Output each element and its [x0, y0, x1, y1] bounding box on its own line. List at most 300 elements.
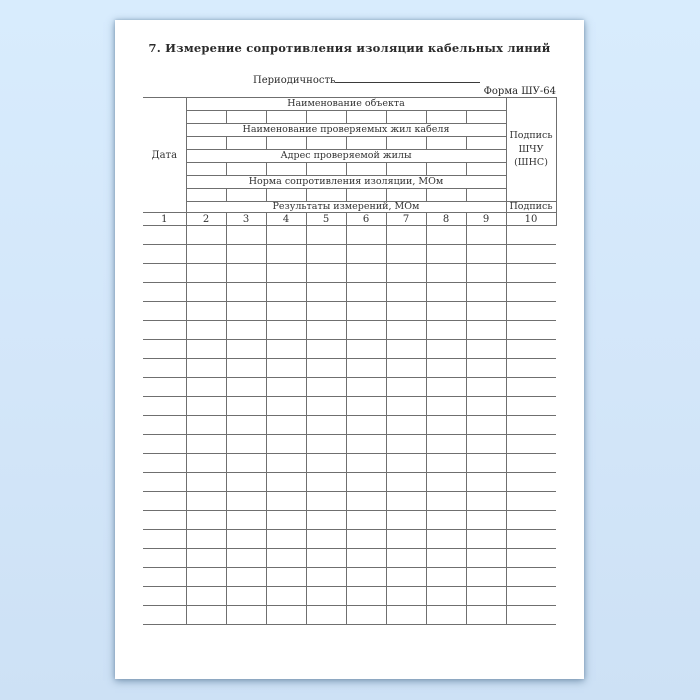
data-cell[interactable]: [226, 416, 266, 435]
data-cell[interactable]: [306, 511, 346, 530]
data-cell[interactable]: [186, 245, 226, 264]
data-cell[interactable]: [346, 416, 386, 435]
data-cell[interactable]: [506, 416, 556, 435]
data-cell[interactable]: [346, 606, 386, 625]
data-row: [143, 511, 556, 530]
data-cell[interactable]: [143, 511, 186, 530]
fill-cell[interactable]: [186, 111, 226, 124]
data-cell[interactable]: [306, 302, 346, 321]
data-cell[interactable]: [426, 587, 466, 606]
data-cell[interactable]: [186, 435, 226, 454]
data-row: [143, 378, 556, 397]
data-cell[interactable]: [386, 587, 426, 606]
data-cell[interactable]: [266, 302, 306, 321]
form-code-label: Форма ШУ-64: [483, 86, 556, 97]
data-row: [143, 245, 556, 264]
data-cell[interactable]: [266, 454, 306, 473]
fill-cell[interactable]: [346, 189, 386, 202]
data-cell[interactable]: [266, 245, 306, 264]
data-cell[interactable]: [466, 340, 506, 359]
header-row-norm-label: [143, 176, 556, 189]
data-cell[interactable]: [226, 549, 266, 568]
data-cell[interactable]: [346, 226, 386, 245]
data-cell[interactable]: [386, 302, 426, 321]
data-cell[interactable]: [226, 264, 266, 283]
data-cell[interactable]: [143, 340, 186, 359]
fill-cell[interactable]: [426, 163, 466, 176]
fill-cell[interactable]: [226, 137, 266, 150]
data-cell[interactable]: [386, 549, 426, 568]
fill-cell[interactable]: [266, 137, 306, 150]
column-number-2: 2: [186, 213, 226, 226]
data-cell[interactable]: [346, 302, 386, 321]
results-header-row: [143, 202, 556, 213]
data-row: [143, 397, 556, 416]
data-cell[interactable]: [346, 283, 386, 302]
data-cell[interactable]: [143, 245, 186, 264]
data-cell[interactable]: [386, 435, 426, 454]
data-cell[interactable]: [506, 340, 556, 359]
data-row: [143, 568, 556, 587]
fill-cell[interactable]: [306, 137, 346, 150]
data-cell[interactable]: [226, 530, 266, 549]
data-cell[interactable]: [186, 587, 226, 606]
fill-cell[interactable]: [386, 189, 426, 202]
data-cell[interactable]: [266, 416, 306, 435]
data-cell[interactable]: [466, 492, 506, 511]
data-cell[interactable]: [426, 568, 466, 587]
fill-cell[interactable]: [346, 111, 386, 124]
data-cell[interactable]: [266, 397, 306, 416]
data-cell[interactable]: [346, 359, 386, 378]
fill-cell[interactable]: [306, 189, 346, 202]
fill-row-core-address: [143, 163, 556, 176]
page-title: 7. Измерение сопротивления изоляции кабельных линий: [148, 41, 551, 55]
data-cell[interactable]: [386, 416, 426, 435]
data-cell[interactable]: [506, 397, 556, 416]
data-cell[interactable]: [266, 226, 306, 245]
data-cell[interactable]: [346, 492, 386, 511]
data-cell[interactable]: [386, 283, 426, 302]
data-cell[interactable]: [186, 340, 226, 359]
data-cell[interactable]: [506, 435, 556, 454]
data-cell[interactable]: [506, 321, 556, 340]
data-cell[interactable]: [306, 245, 346, 264]
data-cell[interactable]: [306, 416, 346, 435]
fill-cell[interactable]: [386, 111, 426, 124]
fill-cell[interactable]: [266, 189, 306, 202]
fill-cell[interactable]: [466, 189, 506, 202]
fill-cell[interactable]: [346, 163, 386, 176]
data-cell[interactable]: [426, 454, 466, 473]
data-cell[interactable]: [143, 359, 186, 378]
data-cell[interactable]: [506, 511, 556, 530]
data-cell[interactable]: [426, 264, 466, 283]
data-cell[interactable]: [506, 283, 556, 302]
data-cell[interactable]: [346, 378, 386, 397]
data-cell[interactable]: [386, 492, 426, 511]
data-row: [143, 416, 556, 435]
data-cell[interactable]: [466, 454, 506, 473]
data-cell[interactable]: [426, 359, 466, 378]
data-cell[interactable]: [143, 454, 186, 473]
column-number-3: 3: [226, 213, 266, 226]
data-cell[interactable]: [266, 321, 306, 340]
data-cell[interactable]: [306, 340, 346, 359]
data-cell[interactable]: [346, 397, 386, 416]
fill-cell[interactable]: [266, 163, 306, 176]
data-cell[interactable]: [143, 416, 186, 435]
data-cell[interactable]: [306, 530, 346, 549]
fill-cell[interactable]: [466, 137, 506, 150]
data-cell[interactable]: [426, 226, 466, 245]
fill-cell[interactable]: [186, 163, 226, 176]
data-cell[interactable]: [306, 587, 346, 606]
column-number-4: 4: [266, 213, 306, 226]
data-cell[interactable]: [226, 511, 266, 530]
data-cell[interactable]: [186, 549, 226, 568]
data-cell[interactable]: [186, 454, 226, 473]
data-cell[interactable]: [426, 492, 466, 511]
data-row: [143, 473, 556, 492]
data-cell[interactable]: [266, 511, 306, 530]
fill-cell[interactable]: [466, 111, 506, 124]
fill-cell[interactable]: [226, 111, 266, 124]
results-sign-label: Подпись: [506, 202, 556, 213]
section-label-insulation-norm: Норма сопротивления изоляции, МОм: [186, 176, 506, 189]
data-cell[interactable]: [506, 549, 556, 568]
data-cell[interactable]: [426, 530, 466, 549]
data-cell[interactable]: [186, 321, 226, 340]
data-cell[interactable]: [186, 283, 226, 302]
data-cell[interactable]: [226, 226, 266, 245]
data-cell[interactable]: [226, 492, 266, 511]
data-cell[interactable]: [426, 473, 466, 492]
data-cell[interactable]: [506, 587, 556, 606]
data-cell[interactable]: [266, 530, 306, 549]
data-cell[interactable]: [266, 359, 306, 378]
data-cell[interactable]: [143, 378, 186, 397]
data-cell[interactable]: [306, 606, 346, 625]
data-cell[interactable]: [466, 283, 506, 302]
fill-cell[interactable]: [306, 111, 346, 124]
sign-line-1: Подпись: [509, 129, 553, 141]
data-cell[interactable]: [426, 416, 466, 435]
data-cell[interactable]: [386, 340, 426, 359]
data-row: [143, 226, 556, 245]
data-cell[interactable]: [143, 397, 186, 416]
data-cell[interactable]: [186, 264, 226, 283]
data-cell[interactable]: [426, 511, 466, 530]
data-row: [143, 454, 556, 473]
data-cell[interactable]: [466, 245, 506, 264]
fill-cell[interactable]: [226, 163, 266, 176]
fill-row-cable-cores: [143, 137, 556, 150]
data-cell[interactable]: [466, 511, 506, 530]
data-row: [143, 549, 556, 568]
data-cell[interactable]: [466, 416, 506, 435]
data-cell[interactable]: [226, 302, 266, 321]
data-cell[interactable]: [186, 511, 226, 530]
data-cell[interactable]: [226, 397, 266, 416]
header-row-object-label: [143, 98, 556, 111]
data-cell[interactable]: [466, 302, 506, 321]
fill-cell[interactable]: [186, 189, 226, 202]
data-cell[interactable]: [266, 264, 306, 283]
data-cell[interactable]: [466, 549, 506, 568]
data-cell[interactable]: [466, 378, 506, 397]
data-cell[interactable]: [226, 378, 266, 397]
data-cell[interactable]: [386, 568, 426, 587]
data-cell[interactable]: [386, 378, 426, 397]
sign-shchu-column-header: [506, 98, 556, 202]
data-cell[interactable]: [506, 226, 556, 245]
data-cell[interactable]: [306, 264, 346, 283]
data-cell[interactable]: [466, 397, 506, 416]
data-cell[interactable]: [186, 226, 226, 245]
periodicity-blank-line[interactable]: [335, 71, 480, 83]
data-cell[interactable]: [186, 473, 226, 492]
data-cell[interactable]: [426, 549, 466, 568]
data-row: [143, 340, 556, 359]
data-cell[interactable]: [306, 397, 346, 416]
column-number-8: 8: [426, 213, 466, 226]
column-number-6: 6: [346, 213, 386, 226]
data-cell[interactable]: [386, 359, 426, 378]
data-cell[interactable]: [143, 568, 186, 587]
data-cell[interactable]: [426, 283, 466, 302]
data-cell[interactable]: [506, 606, 556, 625]
section-label-object-name: Наименование объекта: [186, 98, 506, 111]
data-cell[interactable]: [466, 359, 506, 378]
data-cell[interactable]: [466, 321, 506, 340]
data-cell[interactable]: [466, 473, 506, 492]
data-cell[interactable]: [506, 245, 556, 264]
column-number-9: 9: [466, 213, 506, 226]
data-cell[interactable]: [143, 530, 186, 549]
data-row: [143, 359, 556, 378]
data-cell[interactable]: [226, 606, 266, 625]
data-cell[interactable]: [466, 226, 506, 245]
sign-line-2: ШЧУ: [518, 143, 544, 155]
data-cell[interactable]: [143, 283, 186, 302]
data-cell[interactable]: [306, 568, 346, 587]
data-cell[interactable]: [306, 359, 346, 378]
data-cell[interactable]: [466, 264, 506, 283]
data-cell[interactable]: [506, 530, 556, 549]
data-cell[interactable]: [186, 302, 226, 321]
data-row: [143, 283, 556, 302]
data-cell[interactable]: [226, 473, 266, 492]
data-row: [143, 321, 556, 340]
data-cell[interactable]: [346, 264, 386, 283]
data-cell[interactable]: [426, 397, 466, 416]
data-cell[interactable]: [506, 568, 556, 587]
header-row-address-label: [143, 150, 556, 163]
data-row: [143, 530, 556, 549]
data-cell[interactable]: [386, 473, 426, 492]
data-cell[interactable]: [226, 454, 266, 473]
fill-cell[interactable]: [186, 137, 226, 150]
data-cell[interactable]: [186, 568, 226, 587]
data-cell[interactable]: [506, 264, 556, 283]
data-cell[interactable]: [306, 378, 346, 397]
data-cell[interactable]: [266, 435, 306, 454]
data-cell[interactable]: [186, 530, 226, 549]
section-label-cable-cores: Наименование проверяемых жил кабеля: [186, 124, 506, 137]
data-cell[interactable]: [506, 378, 556, 397]
date-column-header: Дата: [143, 98, 186, 213]
data-cell[interactable]: [306, 473, 346, 492]
data-row: [143, 264, 556, 283]
fill-row-insulation-norm: [143, 189, 556, 202]
data-cell[interactable]: [266, 549, 306, 568]
data-cell[interactable]: [306, 435, 346, 454]
data-cell[interactable]: [266, 568, 306, 587]
data-cell[interactable]: [346, 549, 386, 568]
results-label: Результаты измерений, МОм: [186, 202, 506, 213]
data-cell[interactable]: [426, 378, 466, 397]
column-number-1: 1: [143, 213, 186, 226]
data-cell[interactable]: [386, 511, 426, 530]
data-cell[interactable]: [386, 530, 426, 549]
data-cell[interactable]: [306, 492, 346, 511]
data-row: [143, 587, 556, 606]
data-cell[interactable]: [466, 530, 506, 549]
data-cell[interactable]: [506, 473, 556, 492]
fill-cell[interactable]: [426, 111, 466, 124]
data-cell[interactable]: [466, 587, 506, 606]
document-page: [115, 20, 584, 679]
data-cell[interactable]: [266, 587, 306, 606]
data-cell[interactable]: [386, 245, 426, 264]
data-cell[interactable]: [266, 378, 306, 397]
data-cell[interactable]: [143, 492, 186, 511]
data-cell[interactable]: [346, 530, 386, 549]
data-cell[interactable]: [346, 587, 386, 606]
periodicity-label: Периодичность: [253, 75, 336, 86]
data-cell[interactable]: [386, 226, 426, 245]
data-cell[interactable]: [266, 606, 306, 625]
data-cell[interactable]: [426, 302, 466, 321]
fill-row-object-name: [143, 111, 556, 124]
data-cell[interactable]: [306, 226, 346, 245]
data-cell[interactable]: [426, 321, 466, 340]
fill-cell[interactable]: [226, 189, 266, 202]
table-body: [143, 98, 556, 625]
fill-cell[interactable]: [346, 137, 386, 150]
data-cell[interactable]: [226, 359, 266, 378]
column-numbers-row: [143, 213, 556, 226]
section-label-core-address: Адрес проверяемой жилы: [186, 150, 506, 163]
data-cell[interactable]: [226, 340, 266, 359]
data-cell[interactable]: [506, 454, 556, 473]
data-cell[interactable]: [346, 435, 386, 454]
data-cell[interactable]: [186, 397, 226, 416]
data-cell[interactable]: [143, 435, 186, 454]
data-cell[interactable]: [306, 283, 346, 302]
data-cell[interactable]: [143, 473, 186, 492]
data-cell[interactable]: [266, 283, 306, 302]
data-cell[interactable]: [346, 511, 386, 530]
header-row-cores-label: [143, 124, 556, 137]
data-cell[interactable]: [186, 606, 226, 625]
data-cell[interactable]: [346, 473, 386, 492]
data-cell[interactable]: [426, 340, 466, 359]
data-cell[interactable]: [386, 397, 426, 416]
data-row: [143, 435, 556, 454]
data-cell[interactable]: [266, 340, 306, 359]
data-cell[interactable]: [346, 245, 386, 264]
data-cell[interactable]: [386, 321, 426, 340]
data-cell[interactable]: [186, 416, 226, 435]
fill-cell[interactable]: [426, 137, 466, 150]
data-cell[interactable]: [226, 435, 266, 454]
data-row: [143, 606, 556, 625]
data-cell[interactable]: [226, 283, 266, 302]
data-cell[interactable]: [143, 606, 186, 625]
fill-cell[interactable]: [386, 163, 426, 176]
data-row: [143, 302, 556, 321]
data-cell[interactable]: [226, 245, 266, 264]
data-cell[interactable]: [426, 606, 466, 625]
data-cell[interactable]: [466, 568, 506, 587]
data-cell[interactable]: [346, 340, 386, 359]
data-cell[interactable]: [506, 492, 556, 511]
data-cell[interactable]: [506, 302, 556, 321]
data-cell[interactable]: [306, 454, 346, 473]
data-cell[interactable]: [143, 302, 186, 321]
data-cell[interactable]: [186, 378, 226, 397]
column-number-5: 5: [306, 213, 346, 226]
data-cell[interactable]: [466, 435, 506, 454]
data-cell[interactable]: [386, 606, 426, 625]
data-cell[interactable]: [386, 264, 426, 283]
fill-cell[interactable]: [466, 163, 506, 176]
fill-cell[interactable]: [306, 163, 346, 176]
data-cell[interactable]: [226, 587, 266, 606]
data-cell[interactable]: [266, 492, 306, 511]
data-cell[interactable]: [143, 321, 186, 340]
fill-cell[interactable]: [386, 137, 426, 150]
data-cell[interactable]: [226, 568, 266, 587]
data-cell[interactable]: [143, 226, 186, 245]
periodicity-field: [253, 71, 480, 86]
data-cell[interactable]: [506, 359, 556, 378]
data-cell[interactable]: [266, 473, 306, 492]
data-cell[interactable]: [346, 454, 386, 473]
data-cell[interactable]: [143, 549, 186, 568]
data-cell[interactable]: [386, 454, 426, 473]
data-cell[interactable]: [346, 568, 386, 587]
data-row: [143, 492, 556, 511]
data-cell[interactable]: [306, 321, 346, 340]
data-cell[interactable]: [426, 245, 466, 264]
column-number-10: 10: [506, 213, 556, 226]
data-cell[interactable]: [306, 549, 346, 568]
data-cell[interactable]: [186, 359, 226, 378]
data-cell[interactable]: [426, 435, 466, 454]
fill-cell[interactable]: [266, 111, 306, 124]
data-cell[interactable]: [226, 321, 266, 340]
measurement-table: [143, 97, 557, 625]
data-cell[interactable]: [143, 587, 186, 606]
data-cell[interactable]: [346, 321, 386, 340]
data-cell[interactable]: [466, 606, 506, 625]
fill-cell[interactable]: [426, 189, 466, 202]
data-cell[interactable]: [186, 492, 226, 511]
data-cell[interactable]: [143, 264, 186, 283]
